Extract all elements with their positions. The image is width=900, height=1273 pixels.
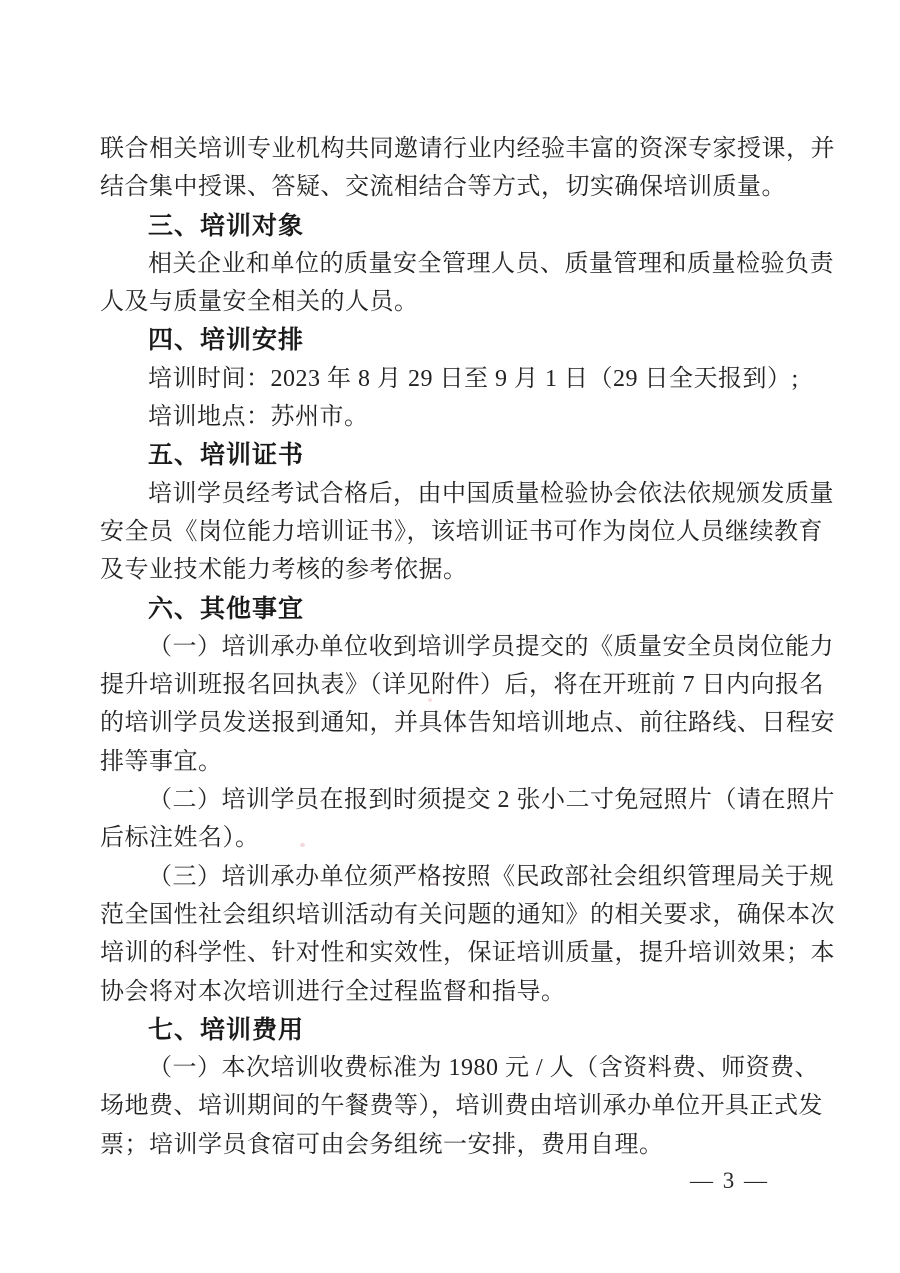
text-line: 培训的科学性、针对性和实效性，保证培训质量，提升培训效果；本: [100, 940, 835, 967]
text-line: （二）培训学员在报到时须提交 2 张小二寸免冠照片（请在照片: [148, 787, 835, 814]
text-line: 范全国性社会组织培训活动有关问题的通知》的相关要求，确保本次: [100, 901, 835, 928]
section-heading: 五、培训证书: [148, 441, 305, 470]
text-line: 结合集中授课、答疑、交流相结合等方式，切实确保培训质量。: [100, 174, 786, 201]
text-line: 场地费、培训期间的午餐费等），培训费由培训承办单位开具正式发: [100, 1093, 823, 1120]
section-heading: 四、培训安排: [148, 326, 305, 355]
text-line: 相关企业和单位的质量安全管理人员、质量管理和质量检验负责: [148, 250, 834, 277]
text-line: （一）培训承办单位收到培训学员提交的《质量安全员岗位能力: [148, 633, 834, 660]
section-heading: 七、培训费用: [148, 1015, 305, 1044]
text-line: 排等事宜。: [100, 748, 223, 775]
text-line: 的培训学员发送报到通知，并具体告知培训地点、前往路线、日程安: [100, 710, 835, 737]
text-line: 后标注姓名）。: [100, 825, 260, 852]
document-body: [100, 130, 835, 1164]
text-line: 培训时间：2023 年 8 月 29 日至 9 月 1 日（29 日全天报到）;: [148, 365, 799, 392]
text-line: 协会将对本次培训进行全过程监督和指导。: [100, 978, 566, 1005]
text-line: 提升培训班报名回执表》（详见附件）后，将在开班前 7 日内向报名: [100, 672, 824, 699]
section-heading: 三、培训对象: [148, 211, 305, 240]
text-line: 安全员《岗位能力培训证书》，该培训证书可作为岗位人员继续教育: [100, 518, 823, 545]
text-line: 培训学员经考试合格后，由中国质量检验协会依法依规颁发质量: [148, 480, 834, 507]
page-number: — 3 —: [690, 1168, 769, 1193]
text-line: 票；培训学员食宿可由会务组统一安排，费用自理。: [100, 1131, 664, 1158]
text-line: 联合相关培训专业机构共同邀请行业内经验丰富的资深专家授课，并: [100, 136, 835, 162]
text-line: 及专业技术能力考核的参考依据。: [100, 557, 468, 584]
text-line: 人及与质量安全相关的人员。: [100, 289, 419, 316]
section-heading: 六、其他事宜: [148, 594, 305, 623]
text-line: （一）本次培训收费标准为 1980 元 / 人（含资料费、师资费、: [148, 1055, 820, 1082]
text-line: （三）培训承办单位须严格按照《民政部社会组织管理局关于规: [148, 863, 834, 890]
text-line: 培训地点：苏州市。: [148, 404, 369, 431]
